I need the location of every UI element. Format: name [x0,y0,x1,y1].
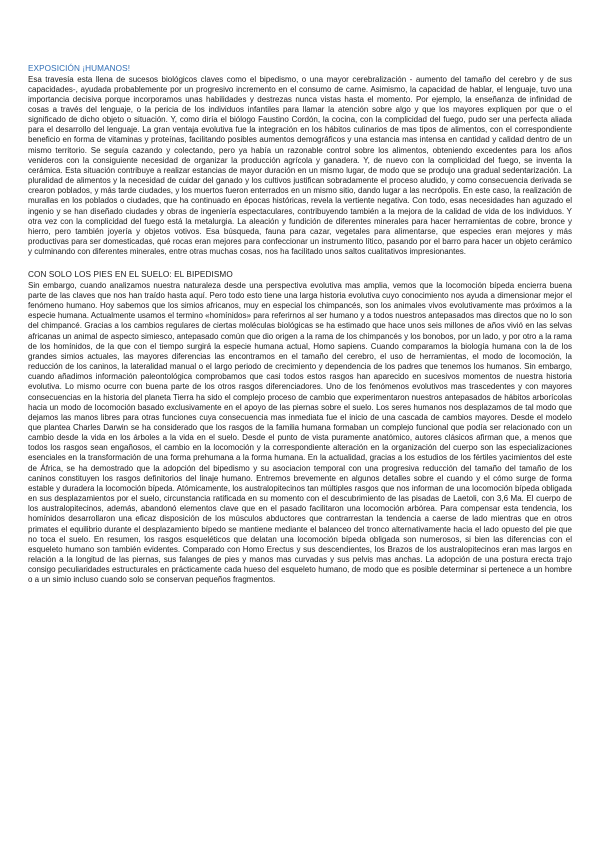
document-page [28,64,572,586]
paragraph-bipedismo: Sin embargo, cuando analizamos nuestra naturaleza desde una perspectiva evolutiva mas amplia, vemos que la locomoción bípeda encierra buena parte de las claves que nos han traído hasta aquí. Pero todo esto tiene una larga historia evolutiva cuyo conocimiento nos ayuda a dimensionar mejor el fenómeno humano. Hoy sabemos que los simios africanos, muy en especial los chimpancés, son los animales vivos evolutivamente mas próximos a la especie humana. Actualmente usamos el termino «homínidos» para referirnos al ser humano y a todos nuestros antepasados mas directos que no lo son del chimpancé. Gracias a los cambios regulares de ciertas moléculas biológicas se ha estimado que hace unos seis millones de años vivió en las selvas africanas un animal de aspecto simiesco, antepasado común que dio origen a la rama de los chimpancés y los bonobos, por un lado, y por otro a la rama de los homínidos, de la que con el tiempo surgirá la especie humana actual, Homo sapiens. Cuando comparamos la biología humana con la de los grandes simios actuales, las mayores diferencias las encontramos en el tamaño del cerebro, el uso de herramientas, el modo de locomoción, la reducción de los caninos, la lateralidad manual o el largo periodo de crecimiento y dependencia de los padres que tenemos los humanos. Sin embargo, cuando añadimos información paleontológica comprobamos que casi todos estos rasgos han aparecido en sucesivos momentos de nuestra historia evolutiva. Lo mismo ocurre con buena parte de los otros rasgos diferenciadores. Uno de los fenómenos evolutivos mas trascedentes y con mayores consecuencias en la historia del planeta Tierra ha sido el complejo proceso de cambio que experimentaron nuestros antepasados de hábitos arborícolas hacia un modo de locomoción basado exclusivamente en el apoyo de las piernas sobre el suelo. Los seres humanos nos desplazamos de tal modo que dejamos las manos libres para otras funciones cuya consecuencia mas inmediata fue el inicio de una cascada de cambios mayores. Desde el modelo que plantea Charles Darwin se ha considerado que los rasgos de la familia humana formaban un complejo funcional que podía ser relacionado con un cambio desde la vida en los árboles a la vida en el suelo. Desde el punto de vista puramente anatómico, autores clásicos afirman que, a menos que todos los rasgos sean engañosos, el cambio en la locomoción y la correspondiente alteración en la organización del cuerpo son las especializaciones esenciales en la transformación de una forma prehumana a la forma humana. En la actualidad, gracias a los estudios de los fértiles yacimientos del este de África, se ha demostrado que la adopción del bipedismo y su asociacion temporal con una progresiva reducción del tamaño del tamaño de los caninos constituyen los rasgos definitorios del linaje humano. Entremos brevemente en algunos detalles sobre el cuando y el cómo surge de forma estable y duradera la locomoción bípeda. Atómicamente, los australopitecinos tan múltiples rasgos que nos informan de una locomoción bípeda obligada en sus desplazamientos por el suelo, circunstancia ratificada en su momento con el descubrimiento de las pisadas de Laetoli, con 3,6 Ma. El cuerpo de los australopitecinos, además, abandonó elementos clave que en el pasado facilitaron una locomoción arbórea. Para compensar esta tendencia, los homínidos desarrollaron una eficaz disposición de los músculos abductores que contrarrestan la tendencia a caerse de lado mientras que en otros primates el equilibrio durante el desplazamiento bípedo se mantiene mediante el balanceo del tronco alternativamente hacia el lado opuesto del pie que no toca el suelo. En resumen, los rasgos esqueléticos que delatan una locomoción bípeda obligada son numerosos, si bien las diferencias con el esqueleto humano son también evidentes. Comparado con Homo Erectus y sus descendientes, los Brazos de los australopitecinos eran mas largos en relación a la longitud de las piernas, sus falanges de pies y manos mas curvadas y sus pelvis mas anchas. La adopción de una postura erecta trajo consigo peculiaridades estructurales en prácticamente cada hueso del esqueleto humano, de modo que es posible determinar si pertenece a un hombre o a un simio incluso cuando solo se conservan pequeños fragmentos. [28,280,572,585]
paragraph-exposicion: Esa travesía esta llena de sucesos biológicos claves como el bipedismo, o una mayor cerebralización - aumento del tamaño del cerebro y de sus capacidades-, ayudada probablemente por un progresivo incremento en el consumo de carne. Asimismo, la capacidad de hablar, el lenguaje, tuvo una importancia decisiva porque incorporamos unas habilidades y destrezas nunca vistas hasta el momento. Por ejemplo, la enseñanza de infinidad de cosas a través del lenguaje, o la pericia de los individuos infantiles para llamar la atención sobre algo y que los mayores expliquen por que o el significado de dicho objeto o situación. Y, como diría el biólogo Faustino Cordón, la cocina, con la complicidad del fuego, pudo ser una perfecta aliada para el desarrollo del lenguaje. La gran ventaja evolutiva fue la integración en los hábitos culinarios de mas tipos de alimentos, con el correspondiente beneficio en forma de vitaminas y proteínas, facilitando posibles aumentos demográficos y una estancia mas intensa en cantidad y calidad dentro de un mismo territorio. Se seguía cazando y colectando, pero ya había un razonable control sobre los alimentos, obteniendo excedentes para los años venideros con la consiguiente necesidad de organizar la producción agrícola y ganadera. Y, de nuevo con la complicidad del fuego, se inventa la cerámica. Esta situación contribuye a realizar estancias de mayor duración en un mismo lugar, de modo que se produjo una gradual sedentarización. La pluralidad de alimentos y la necesidad de cuidar del ganado y los cultivos justifican sobradamente el proceso aludido, y como consecuencia derivada se crearon poblados, y más tarde ciudades, y los muertos fueron enterrados en un mismo sitio, dando lugar a las necrópolis. En este caso, la realización de murallas en los poblados o ciudades, que ha continuado en épocas históricas, revela la vertiente negativa. Con todo, esas necesidades han aguzado el ingenio y se han diseñado ciudades y obras de ingeniería espectaculares, contribuyendo también a la mejora de la calidad de vida de los individuos. Y otra vez con la complicidad del fuego está la metalurgia. La aleación y fundición de diferentes minerales para hacer herramientas de cobre, bronce y hierro, pero también joyería y objetos votivos. Esa búsqueda, fauna para cazar, vegetales para alimentarse, que especies eran mejores y más productivas para ser domesticadas, qué rocas eran mejores para confeccionar un instrumento lítico, pasando por el barro para hacer un objeto cerámico y culminando con diferentes minerales, entre otras muchas cosas, nos ha facilitado unos saltos cualitativos impresionantes. [28,74,572,257]
section-title-exposicion: EXPOSICIÓN ¡HUMANOS! [28,64,131,73]
section-title-bipedismo: CON SOLO LOS PIES EN EL SUELO: EL BIPEDISMO [28,270,233,280]
section-gap [28,257,572,270]
